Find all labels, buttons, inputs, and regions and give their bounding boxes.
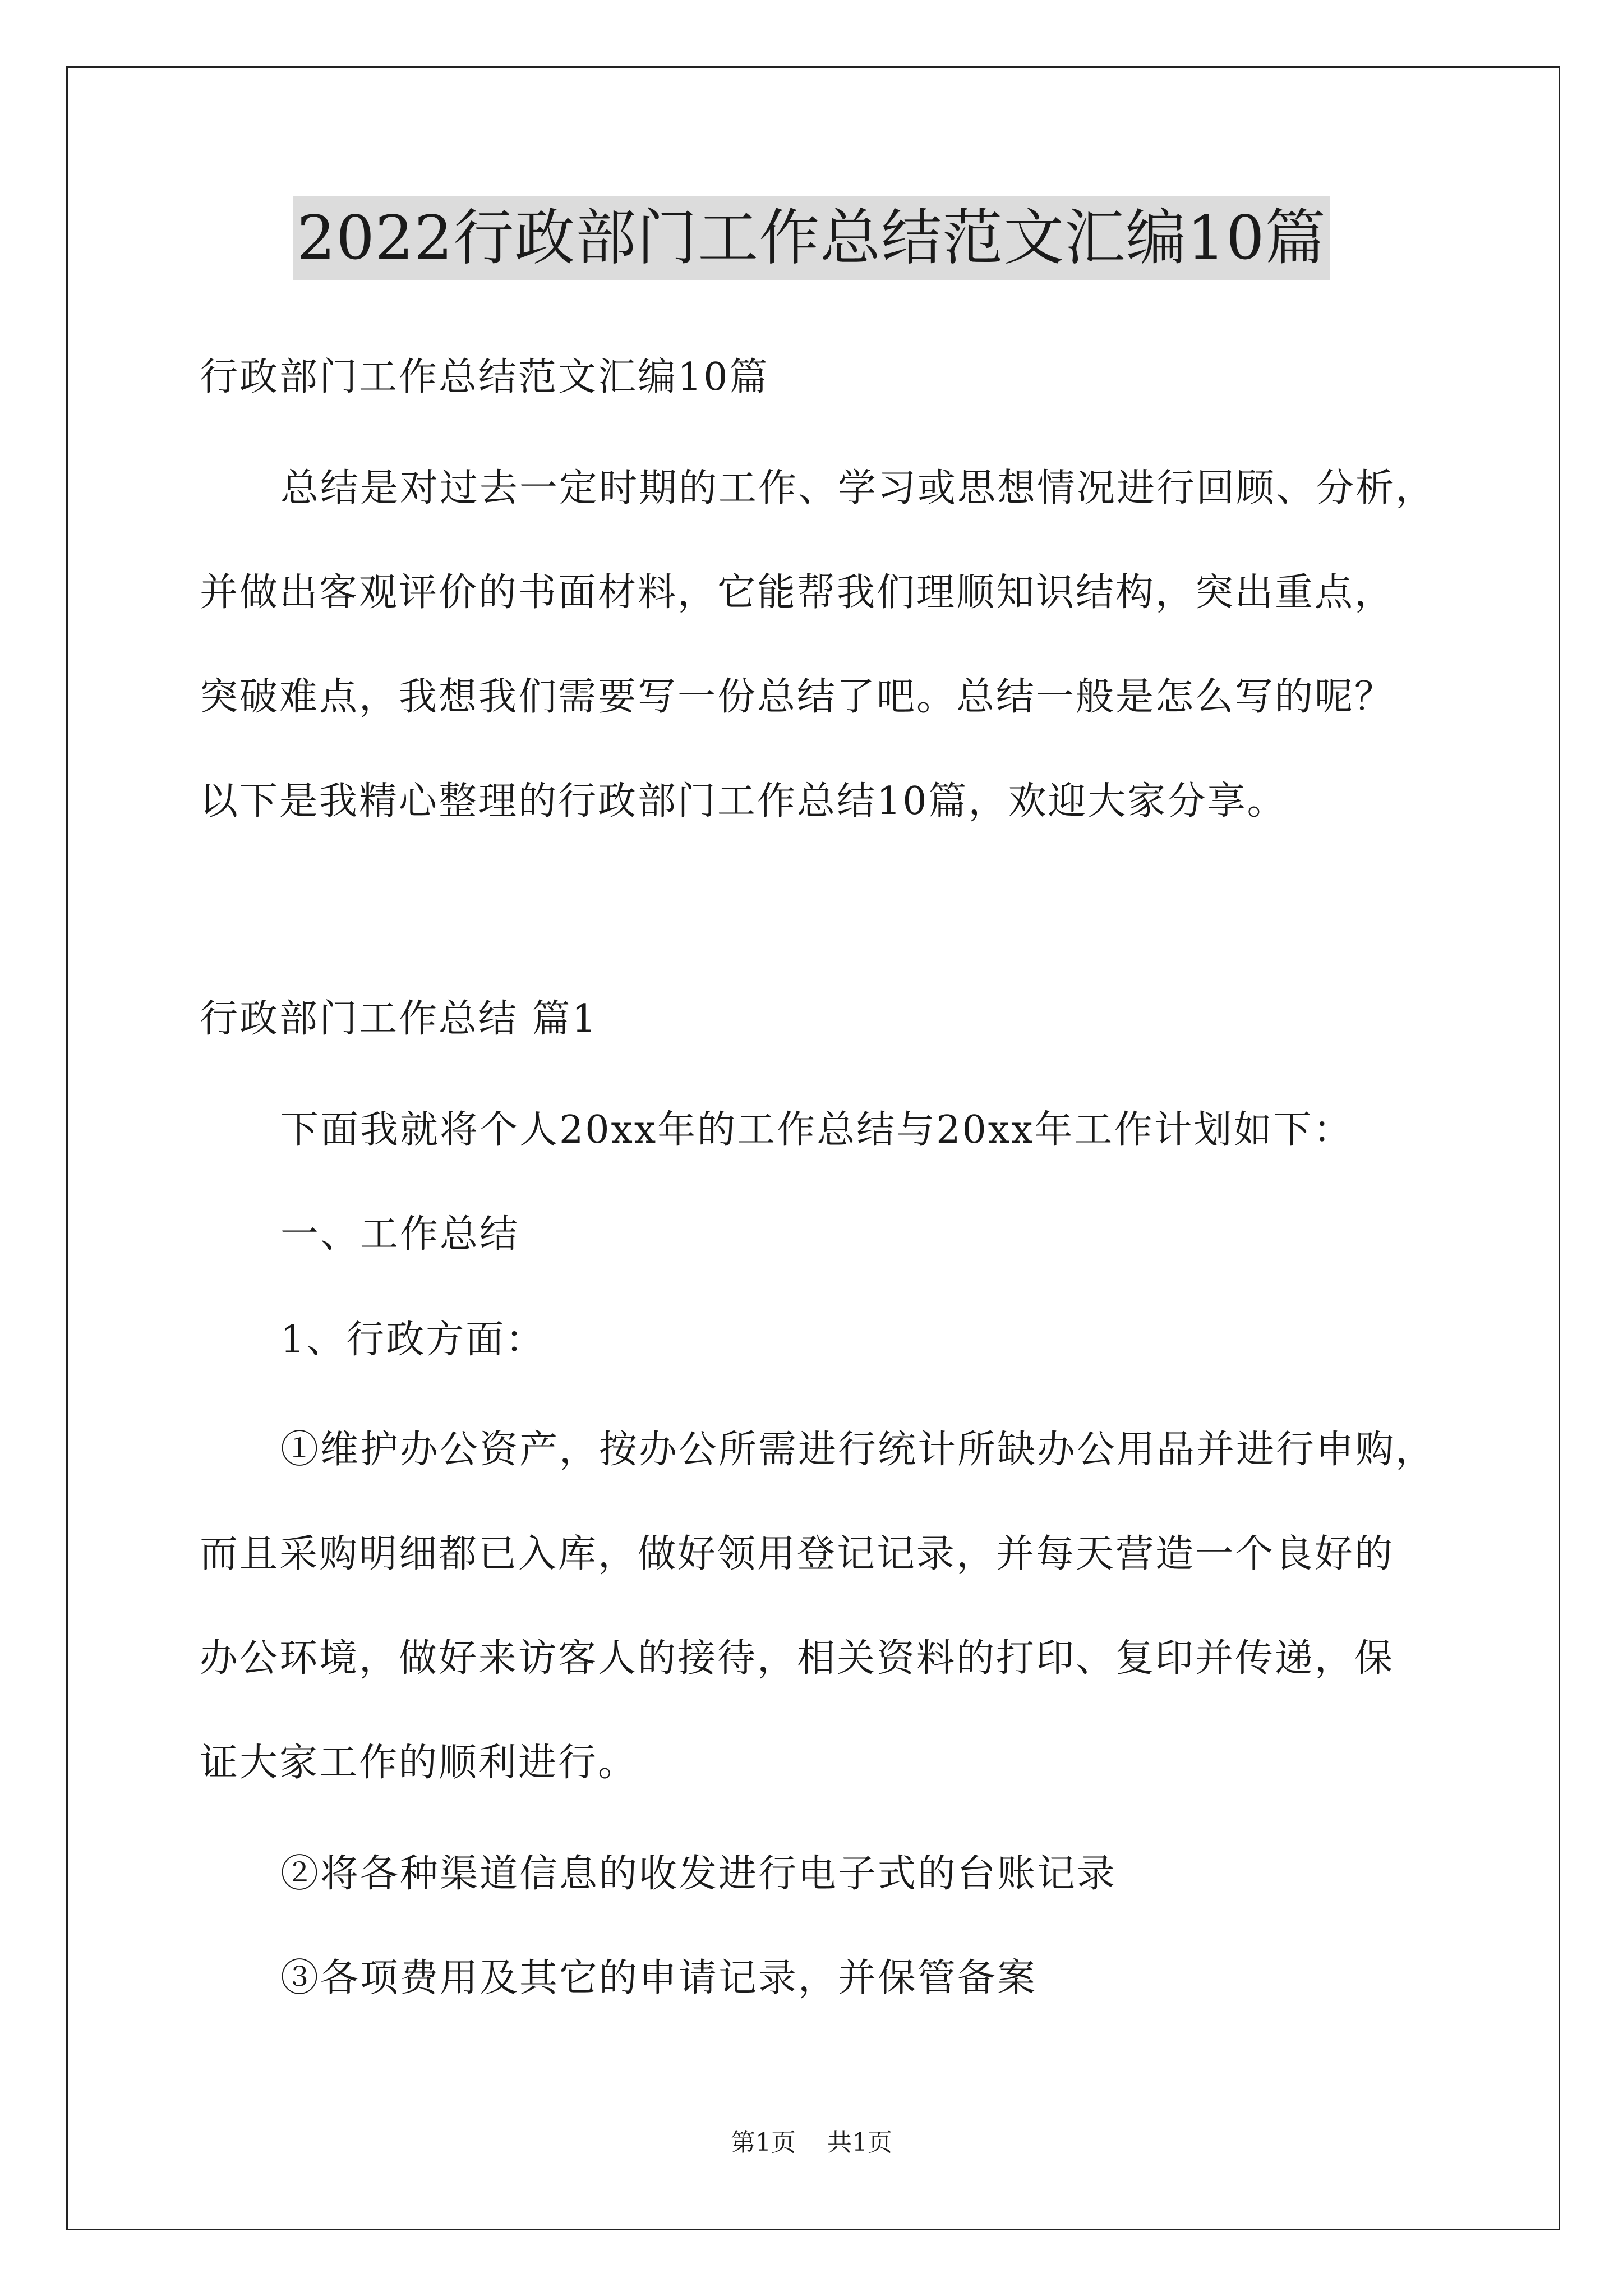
- item3: ③各项费用及其它的申请记录，并保管备案: [280, 1956, 1038, 2000]
- section-intro: 下面我就将个人20xx年的工作总结与20xx年工作计划如下：: [280, 1108, 1353, 1152]
- section-heading: 行政部门工作总结 篇1: [200, 997, 598, 1041]
- title-container: [0, 196, 1623, 280]
- part-heading: 一、工作总结: [280, 1212, 520, 1257]
- document-subtitle: 行政部门工作总结范文汇编10篇: [200, 355, 769, 399]
- item1-line-2: 而且采购明细都已入库，做好领用登记记录，并每天营造一个良好的: [200, 1532, 1395, 1576]
- document-title: 2022行政部门工作总结范文汇编10篇: [293, 196, 1329, 280]
- intro-line-4: 以下是我精心整理的行政部门工作总结10篇，欢迎大家分享。: [200, 779, 1287, 823]
- intro-line-3: 突破难点，我想我们需要写一份总结了吧。总结一般是怎么写的呢？: [200, 675, 1395, 719]
- item1-line-3: 办公环境，做好来访客人的接待，相关资料的打印、复印并传递，保: [200, 1636, 1395, 1681]
- page-number: 第1页: [731, 2128, 796, 2157]
- item-heading: 1、行政方面：: [280, 1318, 546, 1362]
- item1-line-4: 证大家工作的顺利进行。: [200, 1741, 638, 1785]
- item1-line-1: ①维护办公资产，按办公所需进行统计所缺办公用品并进行申购，: [280, 1428, 1436, 1472]
- intro-line-2: 并做出客观评价的书面材料，它能帮我们理顺知识结构，突出重点，: [200, 570, 1395, 615]
- intro-line-1: 总结是对过去一定时期的工作、学习或思想情况进行回顾、分析，: [280, 466, 1436, 510]
- page-total: 共1页: [827, 2128, 892, 2157]
- page-footer: [0, 2126, 1623, 2160]
- item2: ②将各种渠道信息的收发进行电子式的台账记录: [280, 1852, 1117, 1896]
